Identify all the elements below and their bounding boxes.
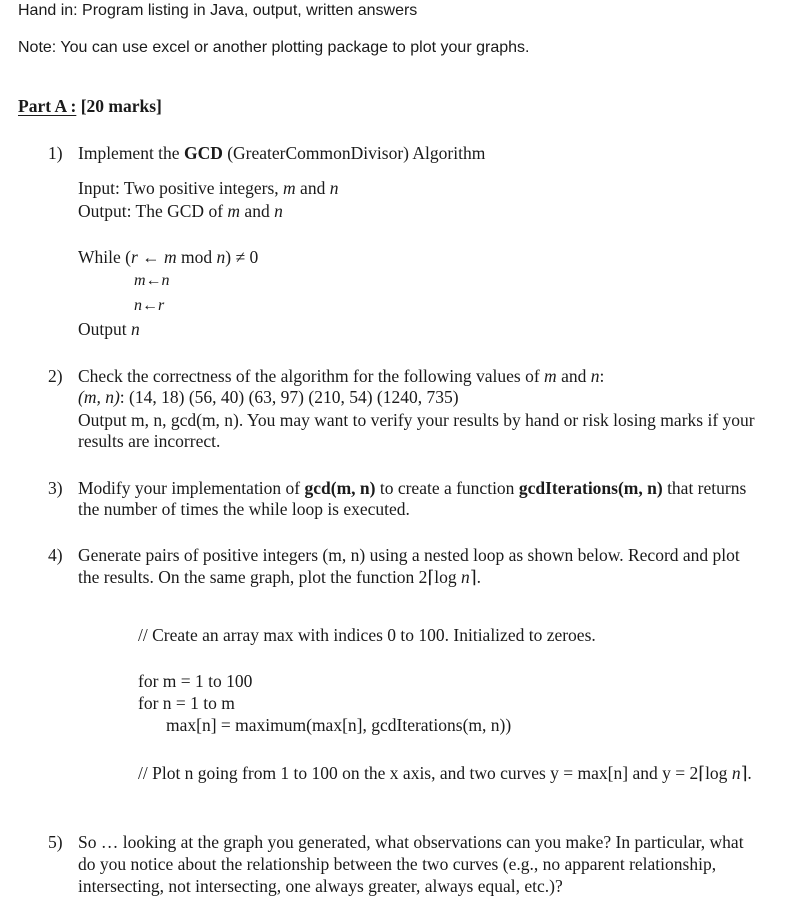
- q1-output-n: n: [274, 201, 283, 221]
- q2-line1-colon: :: [599, 366, 605, 386]
- q3-middle: to create a function: [375, 478, 519, 498]
- note-line: Note: You can use excel or another plotting package to plot your graphs.: [18, 39, 530, 56]
- q4-plot-n: n: [731, 763, 741, 783]
- q4-code-for-n: for n = 1 to m: [138, 693, 235, 713]
- q1-while-arrow: ←: [137, 247, 165, 267]
- q1-while-n: n: [216, 247, 226, 267]
- q4-line1: Generate pairs of positive integers (m, n) using a nested loop as shown below. Record and plot: [78, 545, 740, 565]
- q4-plot-comment: [138, 763, 752, 784]
- q1-assign-m: m←n: [134, 272, 170, 289]
- q4-number: 4): [48, 545, 63, 565]
- q3-gcd-bold: gcd(m, n): [304, 478, 376, 498]
- q1-input-and: and: [295, 178, 330, 198]
- q4-code-comment: // Create an array max with indices 0 to 100. Initialized to zeroes.: [138, 625, 596, 645]
- q4-plot-ceil-close: ⌉: [740, 763, 748, 783]
- q1-title: [78, 143, 485, 164]
- q1-output-var: n: [131, 319, 140, 339]
- q4-line2-suffix: .: [476, 567, 481, 587]
- q4-plot-log: log: [705, 763, 732, 783]
- q1-output-prefix: Output: The GCD of: [78, 201, 228, 221]
- q1-while-m: m: [164, 247, 177, 267]
- q4-plot-prefix: // Plot n going from 1 to 100 on the x axis, and two curves y = max[n] and y = 2: [138, 763, 699, 783]
- q3-gcditerations-bold: gcdIterations(m, n): [518, 478, 663, 498]
- q4-plot-ceil-open: ⌈: [698, 763, 706, 783]
- q1-output-line: [78, 201, 283, 222]
- q2-line1: [78, 366, 604, 387]
- q1-output-word: Output: [78, 319, 131, 339]
- q1-while-r: r: [130, 247, 138, 267]
- q1-while-neq: ) ≠ 0: [225, 247, 259, 267]
- q4-code-for-m: for m = 1 to 100: [138, 671, 253, 691]
- q1-number: 1): [48, 143, 63, 163]
- q2-line1-m: m: [544, 366, 557, 386]
- q1-prefix: Implement the: [78, 143, 184, 163]
- q2-line1-n: n: [590, 366, 600, 386]
- q1-input-line: [78, 178, 338, 199]
- q1-output-n-line: [78, 319, 140, 340]
- q5-line1: So … looking at the graph you generated, what observations can you make? In particular, what: [78, 832, 744, 852]
- q3-suffix: that returns: [662, 478, 747, 498]
- q2-line1-prefix: Check the correctness of the algorithm for the following values of: [78, 366, 545, 386]
- part-label: Part A :: [18, 96, 77, 116]
- q4-ceil-open: ⌈: [427, 567, 435, 587]
- q4-log: log: [434, 567, 462, 587]
- q4-line2-prefix: the results. On the same graph, plot the function 2: [78, 567, 428, 587]
- q2-number: 2): [48, 366, 63, 386]
- q3-number: 3): [48, 478, 63, 498]
- q2-line4: results are incorrect.: [78, 431, 221, 451]
- q2-line1-and: and: [556, 366, 591, 386]
- q1-output-and: and: [240, 201, 275, 221]
- q3-line1: [78, 478, 746, 499]
- part-marks: [20 marks]: [80, 96, 162, 116]
- q2-line3: Output m, n, gcd(m, n). You may want to verify your results by hand or risk losing marks if your: [78, 410, 755, 430]
- q1-while-prefix: While (: [78, 247, 131, 267]
- q1-gcd-bold: GCD: [183, 143, 223, 163]
- q2-pairs-label: (m, n): [78, 387, 120, 407]
- q3-line2: the number of times the while loop is executed.: [78, 499, 410, 519]
- q3-prefix: Modify your implementation of: [78, 478, 305, 498]
- q1-input-prefix: Input: Two positive integers,: [78, 178, 284, 198]
- hand-in-line: Hand in: Program listing in Java, output, written answers: [18, 2, 418, 19]
- q2-pairs: [78, 387, 459, 408]
- q4-plot-suffix: .: [747, 763, 752, 783]
- q1-input-m: m: [283, 178, 296, 198]
- q1-while-line: [78, 247, 258, 268]
- q2-pairs-values: : (14, 18) (56, 40) (63, 97) (210, 54) (1240, 735): [119, 387, 459, 407]
- q4-code-max: max[n] = maximum(max[n], gcdIterations(m, n)): [166, 715, 512, 735]
- q1-while-mod: mod: [176, 247, 217, 267]
- q1-assign-n: n←r: [134, 297, 165, 314]
- q4-n: n: [461, 567, 470, 587]
- q1-suffix: (GreaterCommonDivisor) Algorithm: [222, 143, 486, 163]
- q4-ceil-close: ⌉: [469, 567, 477, 587]
- q4-line2: [78, 567, 481, 588]
- q1-input-n: n: [329, 178, 339, 198]
- part-heading: [18, 96, 162, 117]
- q1-output-m: m: [227, 201, 241, 221]
- q5-line3: intersecting, not intersecting, one always greater, always equal, etc.)?: [78, 876, 563, 896]
- q5-number: 5): [48, 832, 63, 852]
- q5-line2: do you notice about the relationship between the two curves (e.g., no apparent relationship,: [78, 854, 717, 874]
